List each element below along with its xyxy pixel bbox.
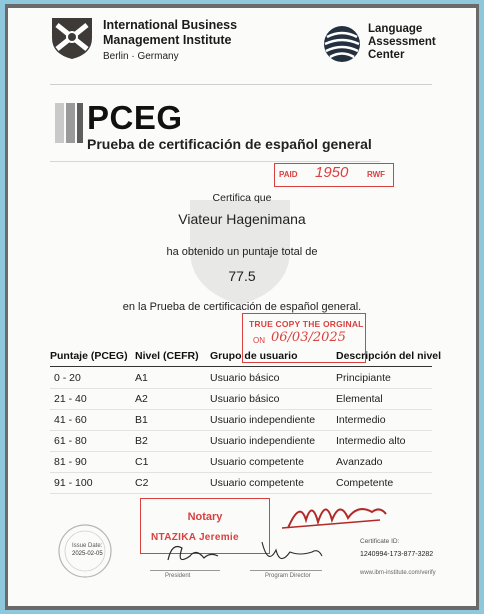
row-level: C2 <box>135 477 149 489</box>
row-level: A1 <box>135 372 148 384</box>
notary-name: NTAZIKA Jeremie <box>151 532 239 543</box>
table-row <box>50 431 432 452</box>
col-header-score: Puntaje (PCEG) <box>50 350 128 362</box>
institute-name-line1: International Business <box>103 18 238 32</box>
president-label: President <box>165 573 191 579</box>
exam-reference-text: en la Prueba de certificación de español general. <box>122 301 362 313</box>
row-description: Intermedio alto <box>336 435 406 447</box>
row-score: 81 - 90 <box>54 456 87 468</box>
row-description: Principiante <box>336 372 391 384</box>
row-score: 91 - 100 <box>54 477 93 489</box>
institute-name-line2: Management Institute <box>103 33 232 47</box>
table-row <box>50 368 432 389</box>
globe-icon <box>322 24 362 64</box>
row-group: Usuario independiente <box>210 435 316 447</box>
col-header-level: Nivel (CEFR) <box>135 350 199 362</box>
center-line3: Center <box>368 49 405 61</box>
true-copy-label: TRUE COPY THE ORGINAL <box>249 319 364 329</box>
row-level: A2 <box>135 393 148 405</box>
row-description: Avanzado <box>336 456 383 468</box>
col-header-group: Grupo de usuario <box>210 350 298 362</box>
obtained-text: ha obtenido un puntaje total de <box>166 246 318 258</box>
paid-label: PAID <box>279 170 298 179</box>
assessment-center-name <box>368 23 436 62</box>
row-score: 41 - 60 <box>54 414 87 426</box>
table-row <box>50 473 432 494</box>
institute-shield-logo <box>50 16 94 60</box>
row-group: Usuario competente <box>210 456 304 468</box>
certifies-text: Certifica que <box>212 192 272 204</box>
verify-url: www.ibm-institute.com/verify <box>360 570 436 576</box>
row-level: B1 <box>135 414 148 426</box>
issue-date-value: 2025-02-05 <box>72 551 103 557</box>
pceg-mark-icon <box>55 103 83 143</box>
president-signature-line <box>150 570 220 571</box>
row-score: 21 - 40 <box>54 393 87 405</box>
exam-full-name: Prueba de certificación de español general <box>87 136 372 152</box>
certificate-id-label: Certificate ID: <box>360 538 400 545</box>
row-description: Elemental <box>336 393 383 405</box>
row-score: 61 - 80 <box>54 435 87 447</box>
candidate-name: Viateur Hagenimana <box>178 211 306 227</box>
issue-date-label: Issue Date: <box>72 543 103 549</box>
row-description: Competente <box>336 477 394 489</box>
header-divider <box>50 84 432 85</box>
row-score: 0 - 20 <box>54 372 81 384</box>
table-row <box>50 410 432 431</box>
paid-stamp <box>274 163 394 187</box>
notary-title: Notary <box>187 511 223 523</box>
total-score: 77.5 <box>228 268 256 284</box>
table-header-line <box>50 366 432 367</box>
row-group: Usuario independiente <box>210 414 316 426</box>
col-header-description: Descripción del nivel <box>336 350 442 362</box>
row-description: Intermedio <box>336 414 386 426</box>
title-divider <box>50 161 380 162</box>
director-label: Program Director <box>265 573 311 579</box>
exam-acronym: PCEG <box>87 99 183 136</box>
director-signature-line <box>250 570 322 571</box>
table-row <box>50 452 432 473</box>
center-line1: Language <box>368 23 423 35</box>
table-row <box>50 389 432 410</box>
true-copy-on: ON <box>253 336 265 345</box>
true-copy-date: 06/03/2025 <box>271 330 346 345</box>
true-copy-stamp <box>242 313 366 363</box>
paid-amount: 1950 <box>315 164 349 181</box>
row-group: Usuario básico <box>210 372 280 384</box>
center-line2: Assessment <box>368 36 436 48</box>
certificate-id-value: 1240994-173-877-3282 <box>360 551 434 558</box>
row-group: Usuario básico <box>210 393 280 405</box>
institute-name <box>103 18 237 48</box>
row-group: Usuario competente <box>210 477 304 489</box>
institute-location: Berlin · Germany <box>103 51 179 62</box>
paid-currency: RWF <box>367 170 386 179</box>
row-level: B2 <box>135 435 148 447</box>
row-level: C1 <box>135 456 149 468</box>
notary-stamp <box>140 498 270 554</box>
